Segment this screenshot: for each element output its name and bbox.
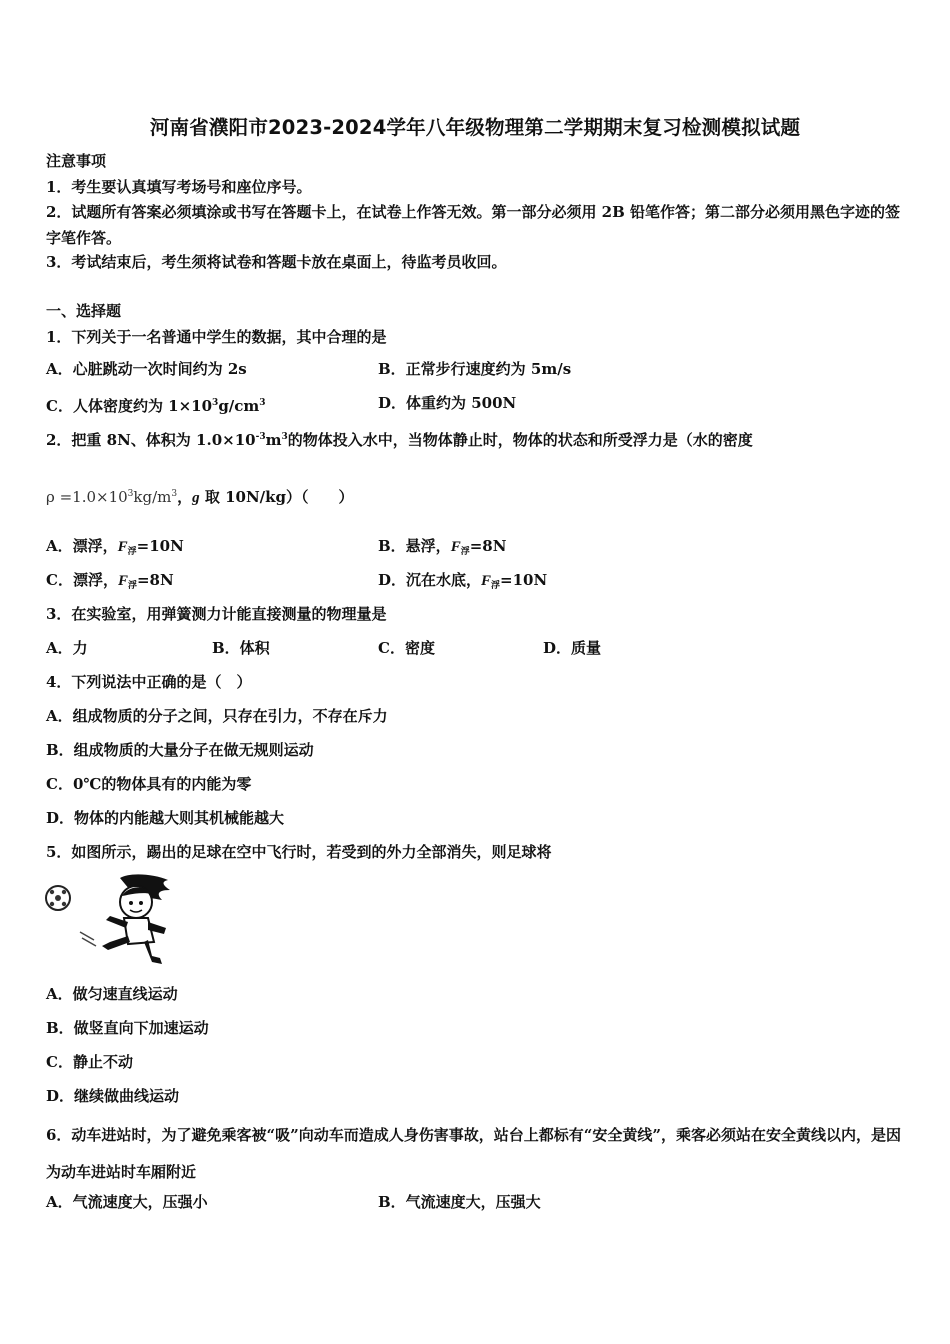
question-6-stem: 6．动车进站时，为了避免乘客被“吸”向动车而造成人身伤害事故，站台上都标有“安全黄线”，乘客必须站在安全黄线以内，是因为动车进站时车厢附近 <box>46 1126 901 1181</box>
question-4-option-b[interactable]: B．组成物质的大量分子在做无规则运动 <box>46 741 314 759</box>
question-4-option-c[interactable]: C．0℃的物体具有的内能为零 <box>46 775 252 793</box>
question-1-stem: 1．下列关于一名普通中学生的数据，其中合理的是 <box>46 328 387 346</box>
question-2-option-b[interactable]: B．悬浮，$F_浮=8N$ <box>378 537 507 557</box>
football-icon <box>46 886 70 910</box>
question-2-option-c[interactable]: C．漂浮，$F_浮=8N$ <box>46 571 174 591</box>
question-2-option-d[interactable]: D．沉在水底，$F_浮=10N$ <box>378 571 548 591</box>
question-5-option-a[interactable]: A．做匀速直线运动 <box>46 985 178 1003</box>
question-3-option-a[interactable]: A．力 <box>46 639 88 657</box>
question-5-option-d[interactable]: D．继续做曲线运动 <box>46 1087 180 1105</box>
question-5-option-c[interactable]: C．静止不动 <box>46 1053 133 1071</box>
question-2-density-line: $\rho =1.0\times 10^3kg/m^3$，g 取 10N/kg）（ ） <box>46 488 354 506</box>
notice-item-1: 1．考生要认真填写考场号和座位序号。 <box>46 178 312 196</box>
question-3-option-b[interactable]: B．体积 <box>212 639 270 657</box>
notice-item-2: 2．试题所有答案必须填涂或书写在答题卡上，在试卷上作答无效。第一部分必须用 2B 铅笔作答；第二部分必须用黑色字迹的签字笔作答。 <box>46 203 901 247</box>
question-6-option-a[interactable]: A．气流速度大，压强小 <box>46 1193 208 1211</box>
section-heading: 一、选择题 <box>46 302 122 320</box>
exam-title: 河南省濮阳市2023-2024学年八年级物理第二学期期末复习检测模拟试题 <box>149 116 801 139</box>
notice-item-3: 3．考试结束后，考生须将试卷和答题卡放在桌面上，待监考员收回。 <box>46 253 507 271</box>
density-formula: $\rho =1.0\times 10^3kg/m^3$ <box>46 488 178 506</box>
question-3-option-c[interactable]: C．密度 <box>378 639 435 657</box>
question-3-stem: 3．在实验室，用弹簧测力计能直接测量的物理量是 <box>46 605 387 623</box>
question-4-option-d[interactable]: D．物体的内能越大则其机械能越大 <box>46 809 285 827</box>
question-1-option-c[interactable]: C．人体密度约为 $1\times 10^3g/cm^3$ <box>46 397 266 415</box>
kicking-football-figure <box>44 872 176 968</box>
question-5-option-b[interactable]: B．做竖直向下加速运动 <box>46 1019 209 1037</box>
question-1-option-d[interactable]: D．体重约为 500N <box>378 394 517 412</box>
mascot-figure <box>102 874 170 964</box>
question-2-option-a[interactable]: A．漂浮，$F_浮=10N$ <box>46 537 184 557</box>
question-1-option-a[interactable]: A．心脏跳动一次时间约为 2s <box>46 360 247 378</box>
question-5-stem: 5．如图所示，踢出的足球在空中飞行时，若受到的外力全部消失，则足球将 <box>46 843 552 861</box>
question-1-option-b[interactable]: B．正常步行速度约为 5m/s <box>378 360 572 378</box>
question-4-stem: 4．下列说法中正确的是（ ） <box>46 673 252 691</box>
question-2-stem: 2．把重 8N、体积为 $1.0\times 10^{-3}m^3$的物体投入水中，当物体静止时，物体的状态和所受浮力是（水的密度 <box>46 431 753 449</box>
question-6-option-b[interactable]: B．气流速度大，压强大 <box>378 1193 541 1211</box>
notice-heading: 注意事项 <box>46 152 107 170</box>
question-3-option-d[interactable]: D．质量 <box>543 639 602 657</box>
question-4-option-a[interactable]: A．组成物质的分子之间，只存在引力，不存在斥力 <box>46 707 388 725</box>
